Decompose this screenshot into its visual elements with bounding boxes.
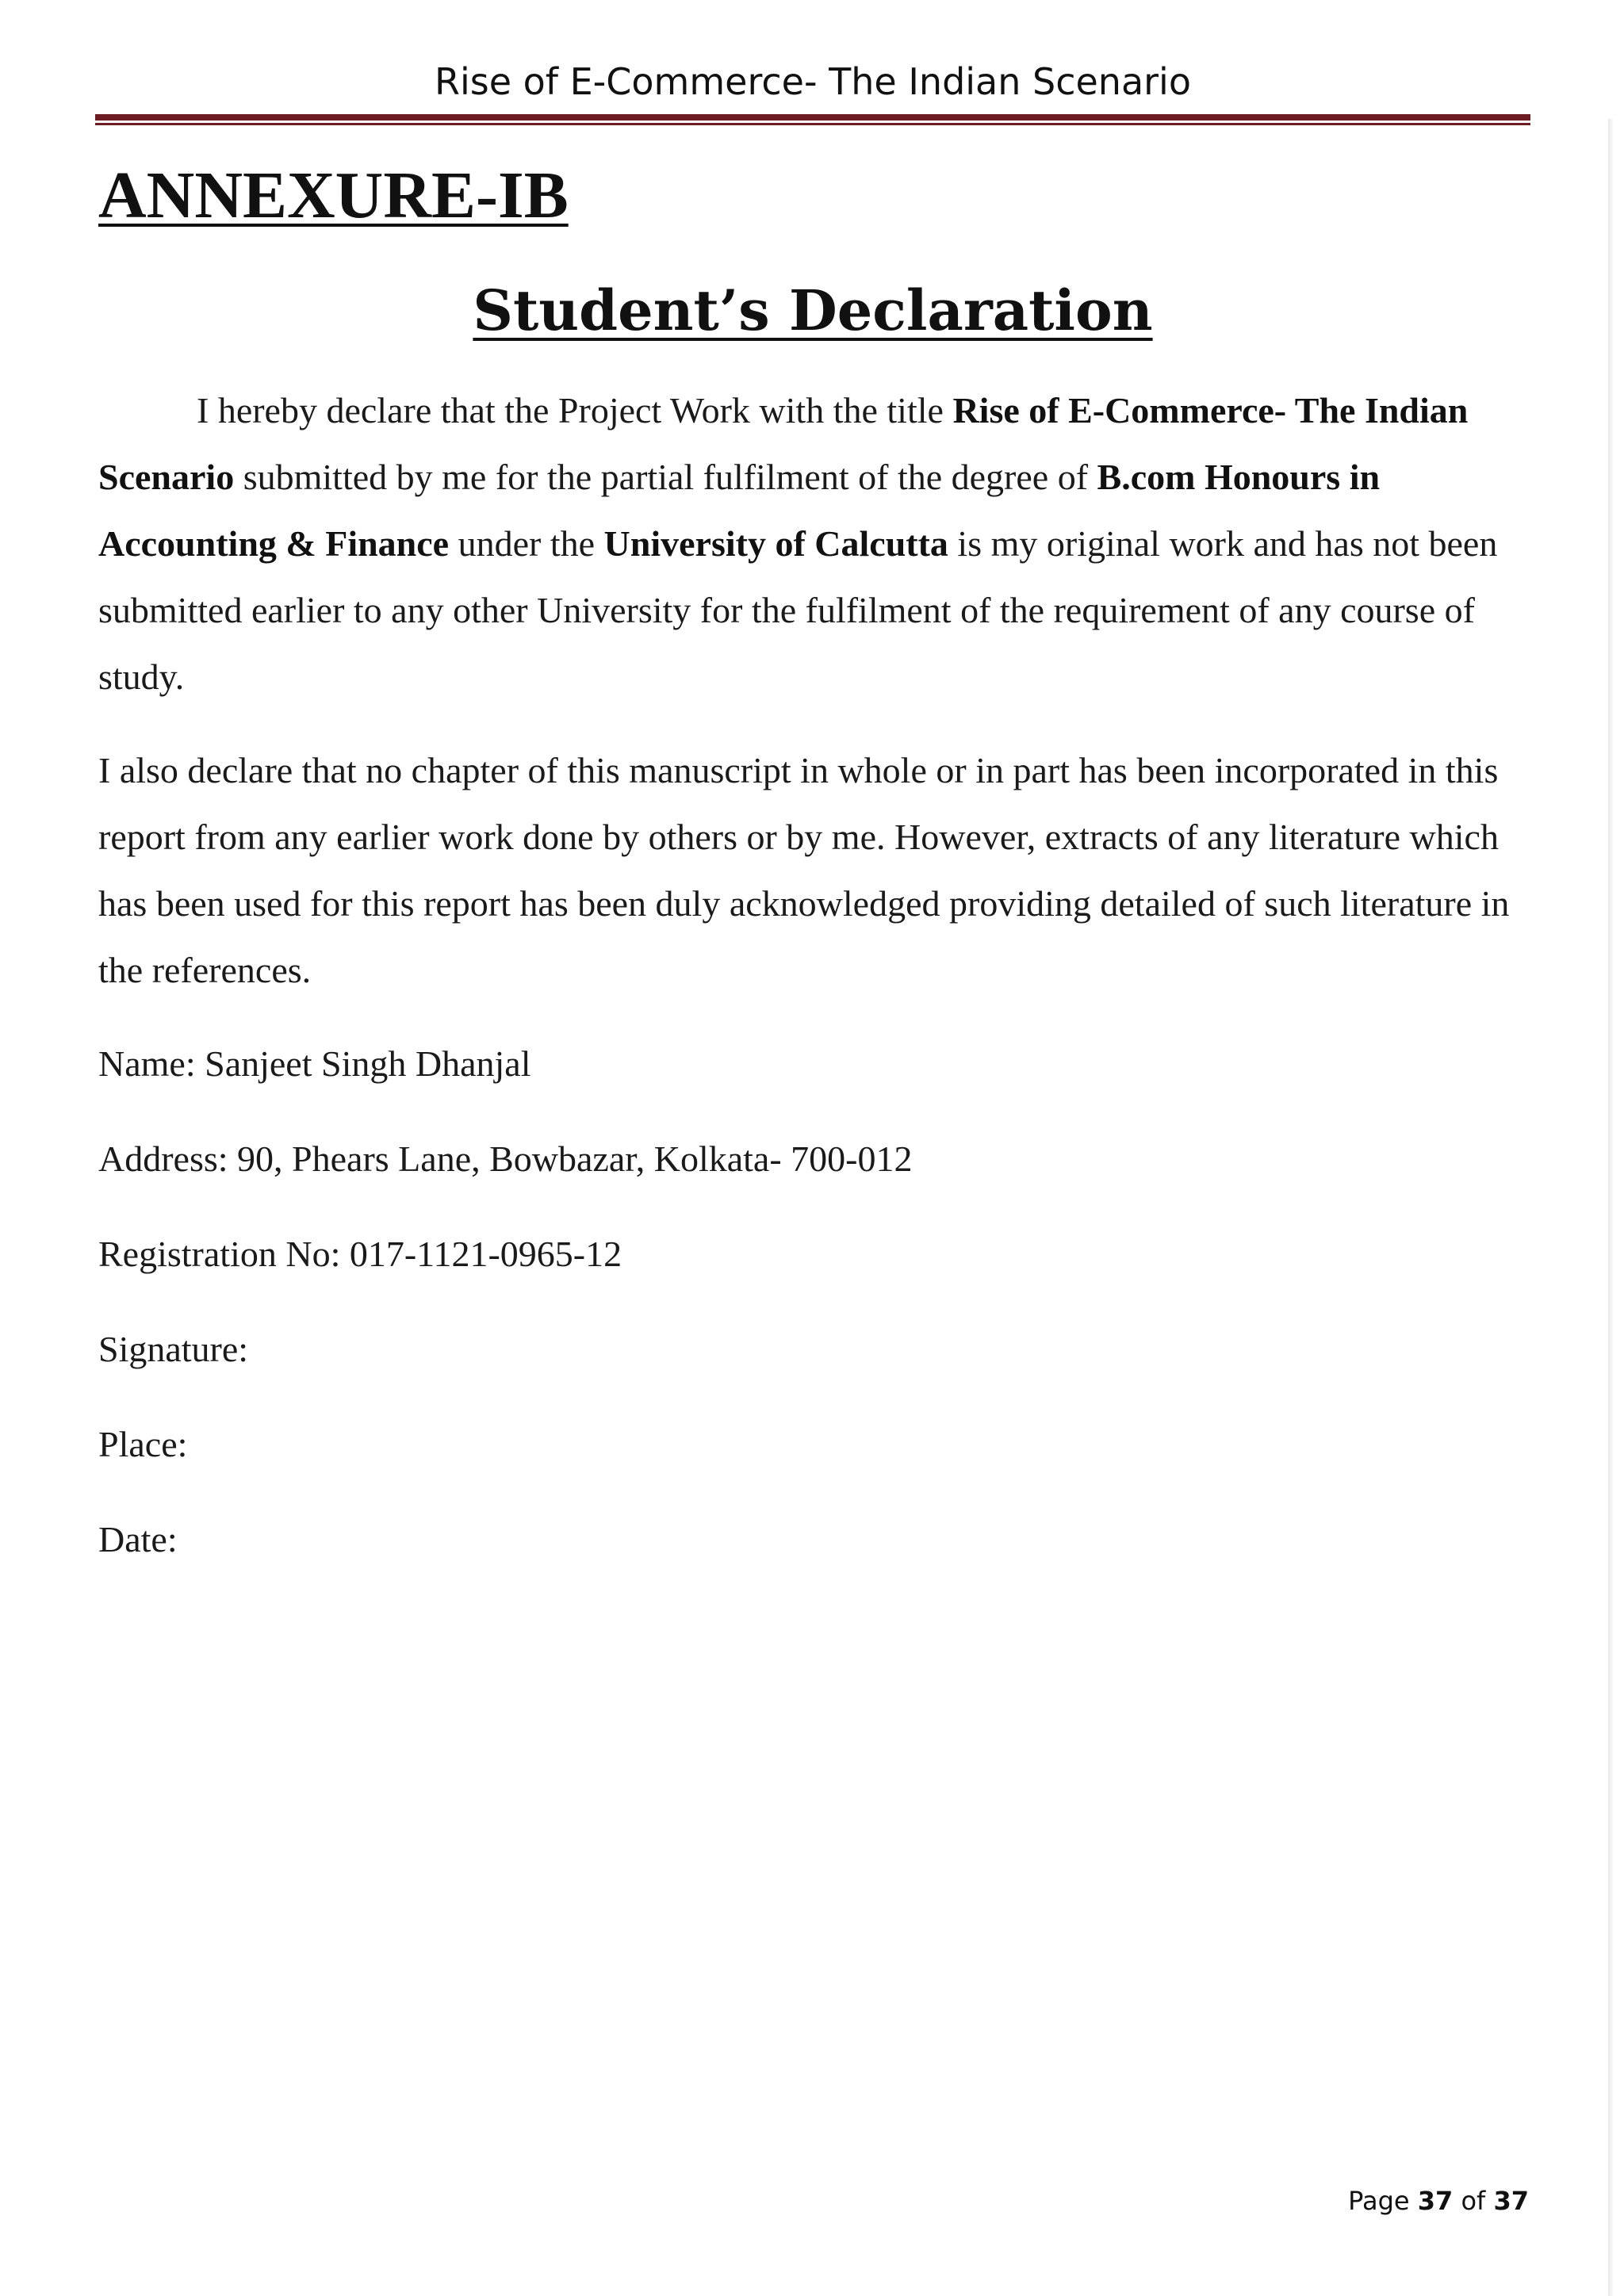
annexure-heading: ANNEXURE-IB	[98, 159, 569, 232]
p1-text-1: I hereby declare that the Project Work with the title	[197, 390, 953, 430]
page-number-footer	[1348, 2186, 1529, 2216]
header-rule-thick	[95, 114, 1530, 121]
p1-text-3: under the	[449, 523, 604, 564]
page-edge-shadow	[1608, 119, 1613, 2296]
p1-text-2: submitted by me for the partial fulfilment of the degree of	[234, 457, 1097, 497]
date-field: Date:	[98, 1519, 178, 1559]
address-field: Address: 90, Phears Lane, Bowbazar, Kolkata- 700-012	[98, 1138, 913, 1179]
p1-text-4: is my original work and has not been submitted earlier to any other University for the fulfilment of the requirement of any course of study.	[98, 523, 1498, 697]
page-current: 37	[1417, 2186, 1454, 2216]
declaration-paragraph-2: I also declare that no chapter of this manuscript in whole or in part has been incorporated in this report from any earlier work done by others or by me. However, extracts of any literature which has been used for this report has been duly acknowledged providing detailed of such literature in the references.	[98, 750, 1510, 990]
declaration-paragraph-1	[98, 377, 1526, 710]
of-label: of	[1453, 2186, 1494, 2216]
name-field: Name: Sanjeet Singh Dhanjal	[98, 1043, 531, 1084]
degree-bold: B.com Honours in Accounting & Finance	[98, 457, 1381, 564]
place-field: Place:	[98, 1424, 188, 1464]
header-rule-thin	[95, 123, 1530, 125]
page-label: Page	[1348, 2186, 1418, 2216]
page-total: 37	[1493, 2186, 1529, 2216]
running-header: Rise of E-Commerce- The Indian Scenario	[435, 60, 1191, 103]
signature-field: Signature:	[98, 1329, 249, 1369]
project-title-bold: Rise of E-Commerce- The Indian Scenario	[98, 390, 1469, 497]
university-bold: University of Calcutta	[603, 523, 948, 564]
declaration-title: Student’s Declaration	[473, 277, 1153, 343]
registration-field: Registration No: 017-1121-0965-12	[98, 1234, 622, 1274]
